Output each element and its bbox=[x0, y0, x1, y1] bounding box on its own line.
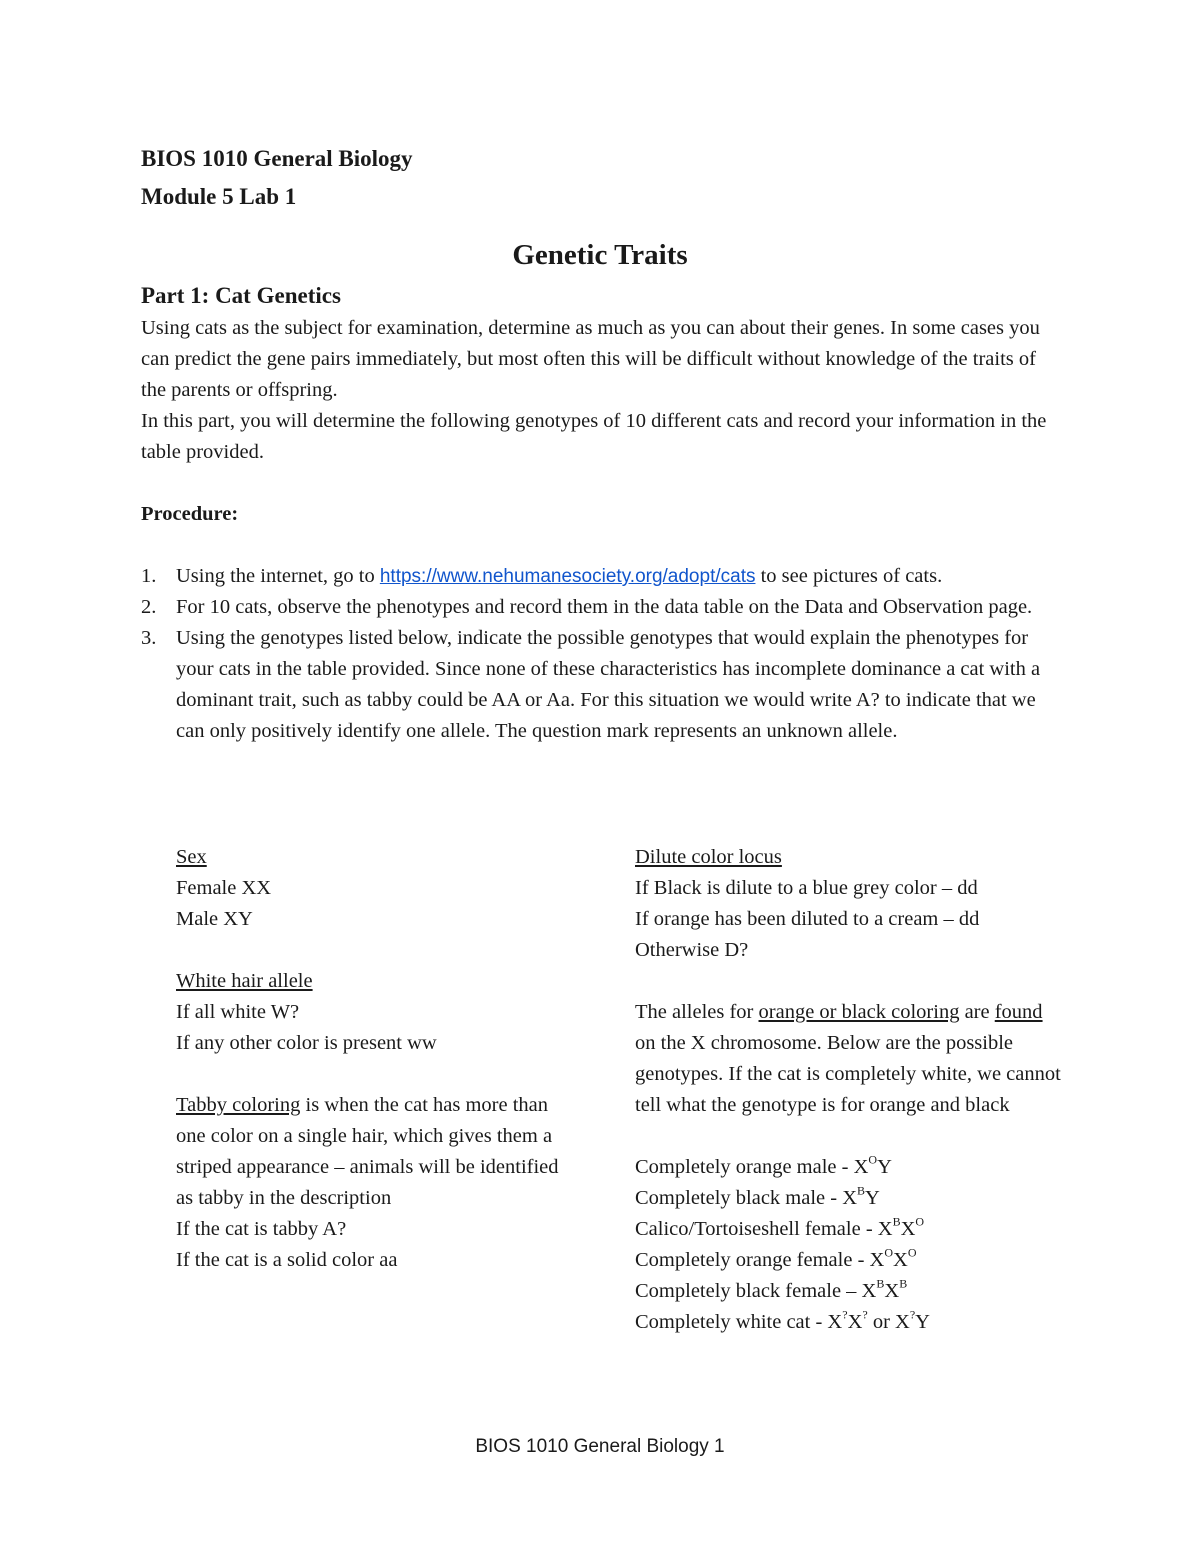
procedure-heading: Procedure: bbox=[141, 503, 239, 525]
genotype-calico-female: Calico/Tortoiseshell female - $X^BX^O$ bbox=[635, 1214, 925, 1240]
dilute-otherwise: Otherwise D? bbox=[635, 939, 749, 961]
step-text: Using the genotypes listed below, indicate the possible genotypes that would explain the phenotypes for your cats in the table provided. Since none of these characteristics has incomplete dominance a cat with a dominant trait, such as tabby could be AA or Aa. For this situation we would write A? to indicate that we can only positively identify one allele. The question mark represents an unknown allele. bbox=[176, 627, 1041, 742]
step-text-before: Using the internet, go to bbox=[176, 565, 380, 587]
intro-paragraph-1: Using cats as the subject for examination, determine as much as you can about their genes. In some cases you can predict the gene pairs immediately, but most often this will be difficult without knowledge of the traits of the parents or offspring. bbox=[141, 317, 1040, 401]
tabby-desc: is when the cat has more than one color on a single hair, which gives them a striped appearance – animals will be identified as tabby in the description bbox=[176, 1094, 559, 1209]
dilute-orange: If orange has been diluted to a cream – dd bbox=[635, 908, 980, 930]
alleles-found: found bbox=[994, 1001, 1043, 1023]
step-number: 1. bbox=[141, 565, 157, 587]
genotype-orange-male: Completely orange male - $X^OY$ bbox=[635, 1152, 892, 1178]
step-text bbox=[176, 561, 1061, 592]
white-hair-heading: White hair allele bbox=[176, 970, 313, 992]
step-number: 3. bbox=[141, 627, 157, 649]
genotype-orange-female: Completely orange female - $X^OX^O$ bbox=[635, 1245, 917, 1271]
alleles-text-2: are bbox=[959, 1001, 995, 1023]
genotype-black-female: Completely black female – $X^BX^B$ bbox=[635, 1276, 908, 1302]
left-column bbox=[176, 842, 576, 1276]
module-label: Module 5 Lab 1 bbox=[141, 184, 297, 209]
tabby-no: If the cat is a solid color aa bbox=[176, 1249, 398, 1271]
white-all: If all white W? bbox=[176, 1001, 300, 1023]
genotype-black-male: Completely black male - $X^BY$ bbox=[635, 1183, 880, 1209]
course-title: BIOS 1010 General Biology bbox=[141, 146, 413, 171]
alleles-text-3: on the X chromosome. Below are the possible genotypes. If the cat is completely white, we cannot tell what the genotype is for orange and black bbox=[635, 1032, 1061, 1116]
white-other: If any other color is present ww bbox=[176, 1032, 437, 1054]
page-title: Genetic Traits bbox=[512, 239, 688, 271]
dilute-heading: Dilute color locus bbox=[635, 846, 782, 868]
alleles-text-1: The alleles for bbox=[635, 1001, 759, 1023]
sex-heading: Sex bbox=[176, 846, 207, 868]
tabby-term: Tabby coloring bbox=[176, 1094, 301, 1116]
adopt-cats-link[interactable]: https://www.nehumanesociety.org/adopt/cats bbox=[379, 566, 756, 587]
dilute-black: If Black is dilute to a blue grey color – dd bbox=[635, 877, 978, 899]
page-footer: BIOS 1010 General Biology 1 bbox=[475, 1436, 725, 1457]
procedure-step bbox=[141, 592, 1061, 623]
alleles-paragraph bbox=[635, 997, 1065, 1121]
alleles-term: orange or black coloring bbox=[758, 1001, 960, 1023]
step-text: For 10 cats, observe the phenotypes and record them in the data table on the Data and Observation page. bbox=[176, 596, 1033, 618]
right-column bbox=[635, 842, 1065, 1338]
procedure-step bbox=[141, 561, 1061, 592]
procedure-step bbox=[141, 623, 1061, 747]
step-number: 2. bbox=[141, 596, 157, 618]
intro-paragraph-2: In this part, you will determine the following genotypes of 10 different cats and record your information in the table provided. bbox=[141, 410, 1047, 463]
sex-female: Female XX bbox=[176, 877, 272, 899]
step-text-after: to see pictures of cats. bbox=[755, 565, 943, 587]
tabby-description bbox=[176, 1090, 576, 1214]
sex-male: Male XY bbox=[176, 908, 253, 930]
part1-intro bbox=[141, 313, 1061, 468]
genotype-white-cat: Completely white cat - X?X? or X?Y bbox=[635, 1307, 930, 1333]
tabby-yes: If the cat is tabby A? bbox=[176, 1218, 347, 1240]
procedure-steps bbox=[141, 561, 1061, 747]
part1-heading: Part 1: Cat Genetics bbox=[141, 283, 341, 308]
